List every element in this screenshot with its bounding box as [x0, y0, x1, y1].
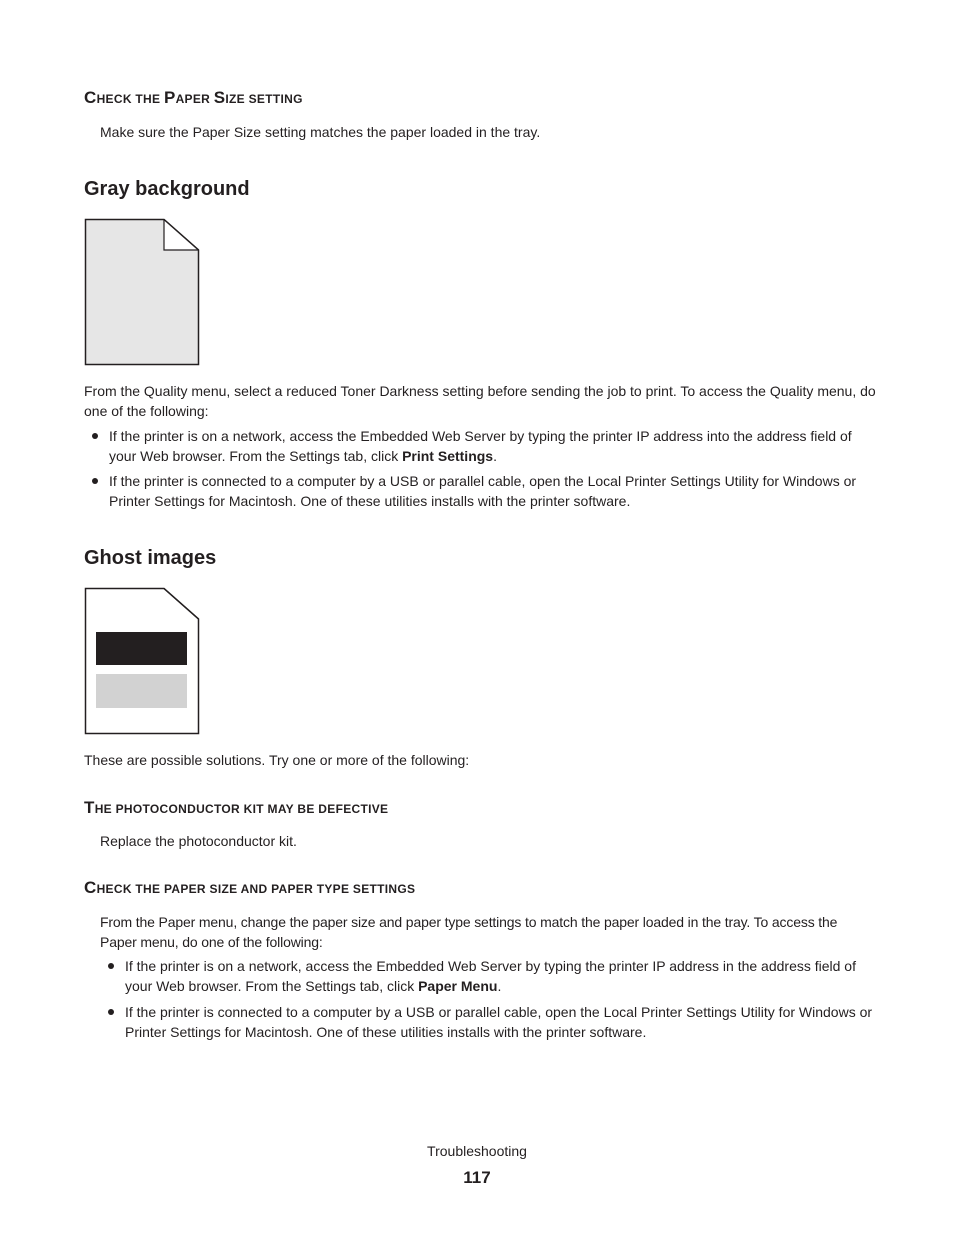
section1-body: Make sure the Paper Size setting matches the paper loaded in the tray.: [100, 124, 541, 140]
list-item-text: If the printer is connected to a computer by a USB or parallel cable, open the Local Printer Settings Utility for Windows or Printer Settings for Macintosh. One of these utilities installs with the printer software.: [125, 1004, 873, 1040]
list-item: [108, 956, 876, 996]
photoconductor-body: Replace the photoconductor kit.: [100, 833, 297, 849]
section-heading-check-paper-size: [84, 88, 303, 109]
footer-section-label: Troubleshooting: [427, 1143, 527, 1159]
heading-initial: P: [163, 88, 176, 107]
ghost-print-block: [96, 674, 187, 708]
heading-part: HECK THE: [96, 92, 164, 106]
bullet-icon: [108, 963, 114, 969]
list-item-tail: .: [497, 978, 502, 994]
heading-part: HE PHOTOCONDUCTOR KIT MAY BE DEFECTIVE: [94, 802, 389, 816]
heading-part: APER: [175, 92, 214, 106]
ghost-images-page-icon: [84, 587, 201, 737]
ui-term-print-settings: Print Settings: [402, 448, 494, 464]
ghost-images-title: Ghost images: [84, 547, 217, 569]
list-item-text: If the printer is on a network, access the Embedded Web Server by typing the printer IP address into the address field of your Web browser. From the Settings tab, click: [109, 428, 852, 464]
paper-settings-intro: From the Paper menu, change the paper size and paper type settings to match the paper loaded in the tray. To access the Paper menu, do one of the following:: [100, 914, 838, 950]
heading-initial: S: [213, 88, 226, 107]
subheading-paper-size-type: [84, 878, 415, 899]
heading-part: IZE SETTING: [225, 92, 303, 106]
bullet-icon: [92, 433, 98, 439]
list-item-text: If the printer is connected to a computer by a USB or parallel cable, open the Local Printer Settings Utility for Windows or Printer Settings for Macintosh. One of these utilities installs with the printer software.: [109, 473, 857, 509]
list-item-tail: .: [493, 448, 497, 464]
list-item: [92, 471, 876, 511]
gray-background-page-icon: [84, 218, 201, 368]
bullet-icon: [92, 478, 98, 484]
gray-background-intro: From the Quality menu, select a reduced Toner Darkness setting before sending the job to print. To access the Quality menu, do one of the following:: [84, 383, 876, 419]
list-item-text: If the printer is on a network, access the Embedded Web Server by typing the printer IP address in the address field of your Web browser. From the Settings tab, click: [125, 958, 856, 994]
subheading-photoconductor: [84, 798, 388, 819]
ghost-images-intro: These are possible solutions. Try one or more of the following:: [84, 752, 470, 768]
page-number: 117: [463, 1168, 491, 1187]
gray-background-title: Gray background: [84, 178, 250, 200]
heading-initial: T: [84, 798, 95, 817]
list-item: [108, 1002, 876, 1042]
heading-part: HECK THE PAPER SIZE AND PAPER TYPE SETTINGS: [96, 882, 416, 896]
heading-initial: C: [84, 88, 97, 107]
bullet-icon: [108, 1009, 114, 1015]
dark-print-block: [96, 632, 187, 665]
heading-initial: C: [84, 878, 97, 897]
ui-term-paper-menu: Paper Menu: [418, 978, 498, 994]
list-item: [92, 426, 876, 466]
